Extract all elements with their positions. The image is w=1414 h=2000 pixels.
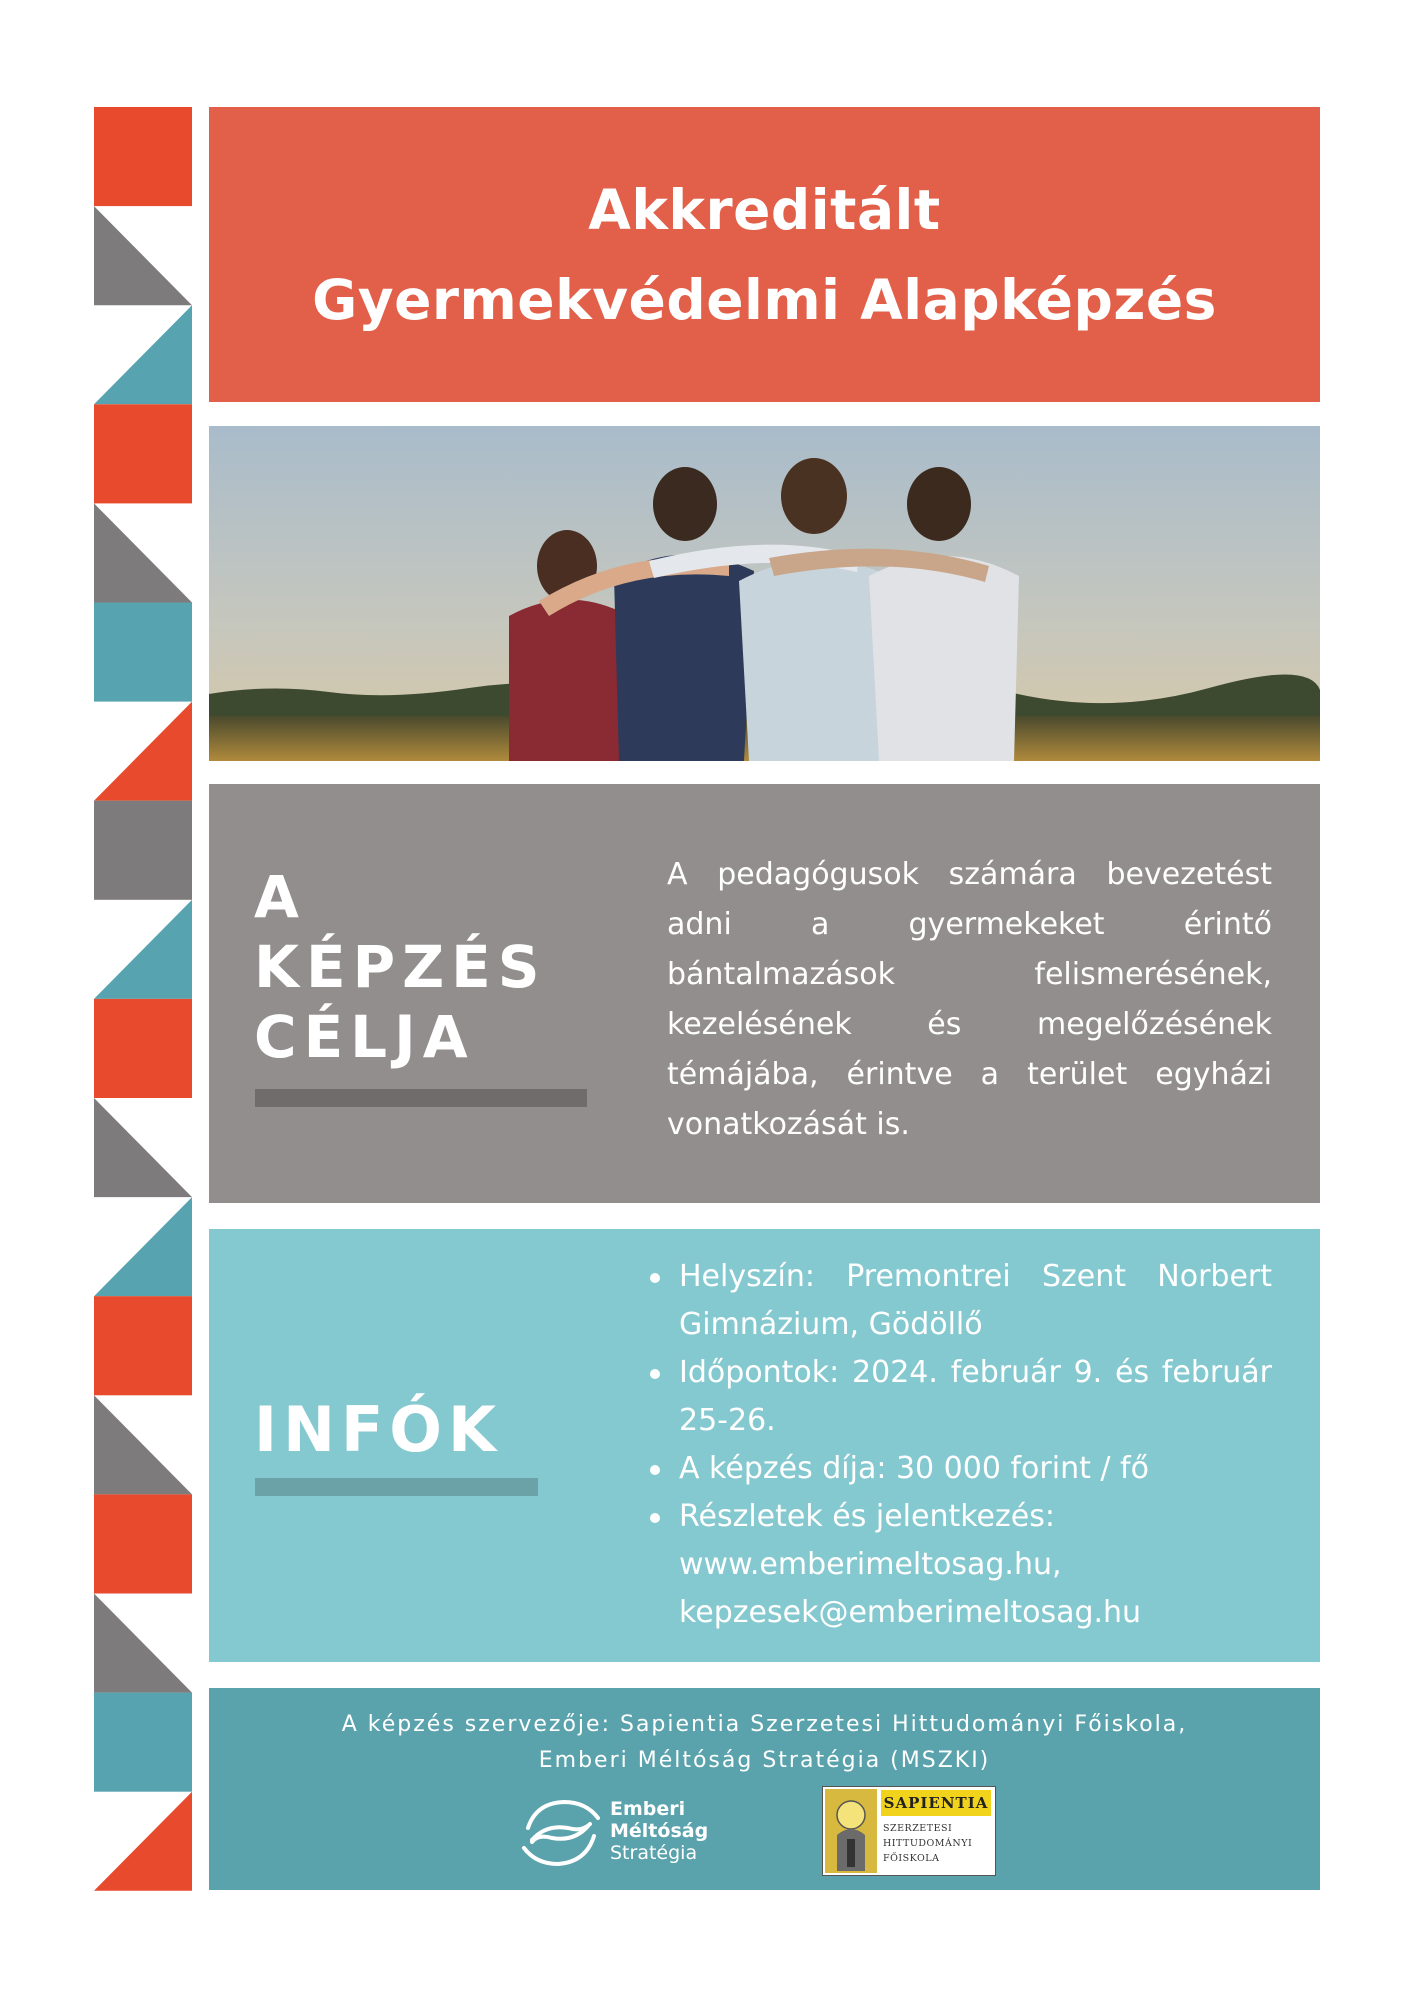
sapientia-logo xyxy=(822,1786,996,1876)
pattern-tile xyxy=(94,603,192,702)
email-link[interactable]: kepzesek@emberimeltosag.hu xyxy=(679,1595,1142,1630)
website-link[interactable]: www.emberimeltosag.hu, xyxy=(679,1547,1062,1582)
pattern-tile xyxy=(94,1395,192,1494)
pattern-tile xyxy=(94,1098,192,1197)
sapientia-emblem-icon xyxy=(825,1789,877,1873)
title-banner xyxy=(209,107,1320,402)
pattern-tile xyxy=(94,206,192,305)
ems-logo-text xyxy=(610,1798,708,1864)
organizer-line-1: A képzés szervezője: Sapientia Szerzetesi Hittudományi Főiskola, xyxy=(341,1712,1188,1737)
pattern-tile xyxy=(94,1594,192,1693)
goal-section xyxy=(209,784,1320,1203)
pattern-tile xyxy=(94,801,192,900)
info-item-dates: Időpontok: 2024. február 9. és február 25-26. xyxy=(644,1349,1272,1445)
decorative-pattern-strip xyxy=(94,107,192,1891)
sapientia-sub-line: HITTUDOMÁNYI xyxy=(883,1838,973,1849)
title-line-2: Gyermekvédelmi Alapképzés xyxy=(312,267,1217,332)
goal-heading-line: CÉLJA xyxy=(254,1003,475,1071)
pattern-tile xyxy=(94,404,192,503)
sapientia-sub-line: FŐISKOLA xyxy=(883,1853,940,1864)
pattern-tile xyxy=(94,1197,192,1296)
ems-word: Stratégia xyxy=(610,1842,698,1864)
pattern-tile xyxy=(94,1494,192,1593)
pattern-tile xyxy=(94,1792,192,1891)
pattern-tile xyxy=(94,702,192,801)
pattern-tile xyxy=(94,1296,192,1395)
sapientia-name: SAPIENTIA xyxy=(881,1790,991,1816)
hands-icon xyxy=(516,1788,606,1878)
goal-heading xyxy=(254,862,547,1072)
info-section xyxy=(209,1229,1320,1662)
info-list xyxy=(644,1253,1272,1637)
info-underline-bar xyxy=(255,1478,538,1496)
goal-heading-line: A xyxy=(254,863,306,931)
pattern-tile xyxy=(94,107,192,206)
organizer-text xyxy=(209,1707,1320,1779)
pattern-tile xyxy=(94,305,192,404)
info-item-fee: A képzés díja: 30 000 forint / fő xyxy=(644,1445,1272,1493)
organizer-line-2: Emberi Méltóság Stratégia (MSZKI) xyxy=(538,1748,991,1773)
title-line-1: Akkreditált xyxy=(588,177,941,242)
pattern-tile xyxy=(94,900,192,999)
ems-word: Méltóság xyxy=(610,1820,709,1842)
pattern-tile xyxy=(94,999,192,1098)
info-item-location: Helyszín: Premontrei Szent Norbert Gimnázium, Gödöllő xyxy=(644,1253,1272,1349)
goal-heading-line: KÉPZÉS xyxy=(254,933,547,1001)
pattern-tile xyxy=(94,503,192,602)
goal-description: A pedagógusok számára bevezetést adni a gyermekeket érintő bántalmazások felismerésének, kezelésének és megelőzésének témájába, érintve a terület egyházi vonatkozását is. xyxy=(667,857,1272,1142)
pattern-tile xyxy=(94,1693,192,1792)
info-heading: INFÓK xyxy=(254,1393,503,1466)
details-label: Részletek és jelentkezés: xyxy=(679,1499,1055,1534)
info-item-details xyxy=(644,1493,1272,1637)
footer xyxy=(209,1688,1320,1890)
sapientia-sub-line: SZERZETESI xyxy=(883,1823,953,1834)
emberi-meltosag-logo xyxy=(516,1788,726,1878)
goal-underline-bar xyxy=(255,1089,587,1107)
sapientia-subtitle xyxy=(883,1821,972,1866)
group-photo xyxy=(209,426,1320,761)
ems-word: Emberi xyxy=(610,1798,686,1820)
